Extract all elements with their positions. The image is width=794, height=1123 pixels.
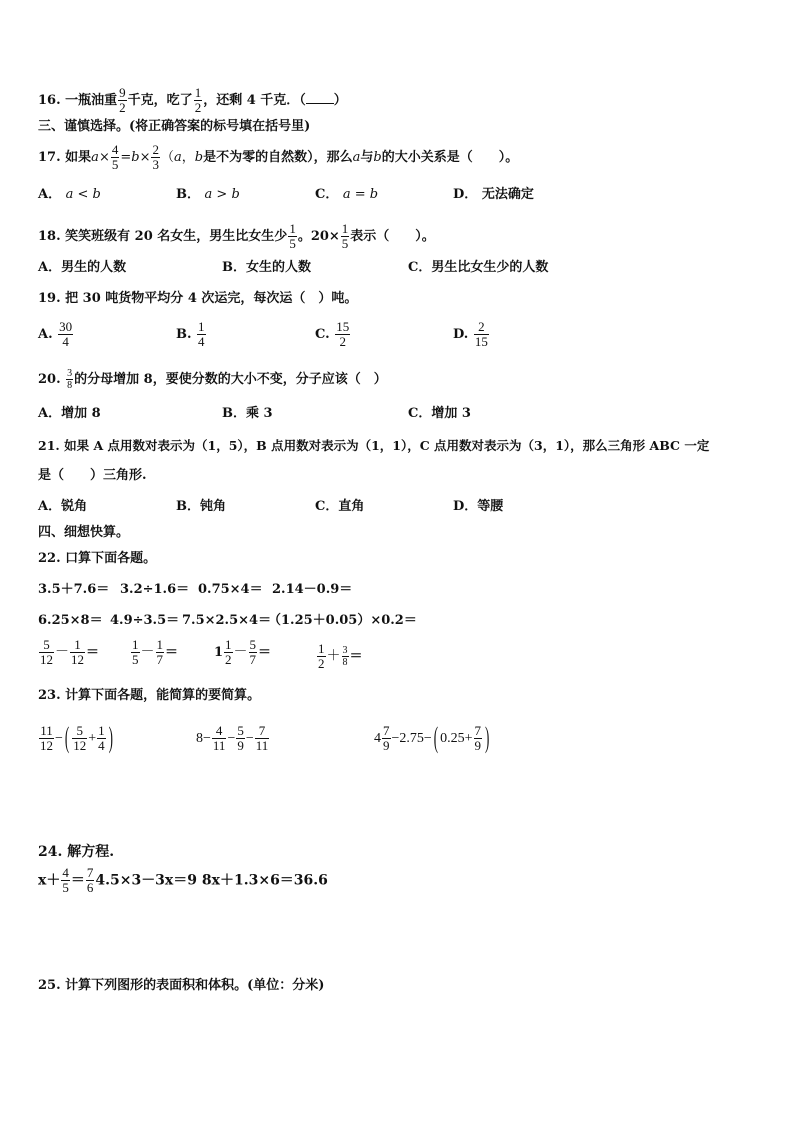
numerator: 5 <box>249 637 257 652</box>
numerator: 2 <box>474 320 489 335</box>
question-number: 16. <box>38 93 61 108</box>
denominator: 7 <box>249 652 257 667</box>
question-text: 笑笑班级有 20 名女生，男生比女生少 <box>65 229 288 244</box>
expression-2 <box>196 724 270 753</box>
option-label: B． <box>176 187 200 202</box>
fraction <box>212 724 227 753</box>
numerator: 1 <box>341 221 349 236</box>
question-19 <box>38 290 357 308</box>
expression-3 <box>374 719 491 755</box>
left-paren: ( <box>433 719 439 755</box>
operator: − <box>55 731 63 746</box>
numerator: 1 <box>194 85 202 100</box>
numerator: 5 <box>39 638 54 653</box>
option-text: 等腰 <box>477 499 504 514</box>
operator: × <box>139 150 151 165</box>
denominator: 5 <box>62 880 69 895</box>
equation-text: ＝ <box>70 872 85 889</box>
option-text: 增加 3 <box>431 406 471 421</box>
denominator: 2 <box>225 652 232 667</box>
option-label: A． <box>38 187 62 202</box>
denominator: 4 <box>198 334 205 349</box>
calc-item: 6.25×8＝ <box>38 613 103 628</box>
option-text: 增加 8 <box>61 406 101 421</box>
fraction <box>61 866 70 895</box>
fraction <box>70 638 85 667</box>
fraction <box>288 222 297 251</box>
question-text: ， <box>181 150 195 165</box>
fraction <box>382 724 391 753</box>
inner-term: 0.25+ <box>440 731 473 746</box>
option-a[interactable] <box>38 259 126 277</box>
calc-item: 7.5×2.5×4＝ <box>182 613 272 628</box>
denominator: 15 <box>474 334 488 349</box>
option-text: 钝角 <box>200 499 227 514</box>
option-label: D． <box>453 499 478 514</box>
question-title: 口算下面各题。 <box>65 551 157 566</box>
question-number: 25. <box>38 978 61 993</box>
denominator: 8 <box>342 657 348 668</box>
section-heading-4: 四、细想快算。 <box>38 525 130 540</box>
equals: ＝ <box>165 645 179 660</box>
fraction <box>474 320 489 349</box>
question-24 <box>38 843 114 861</box>
question-text: ） <box>333 93 347 108</box>
question-text: 计算下列图形的表面积和体积。(单位：分米) <box>65 978 325 993</box>
variable: b <box>194 150 204 165</box>
denominator: 6 <box>86 880 94 895</box>
question-title: 计算下面各题，能简算的要简算。 <box>65 688 261 703</box>
fraction <box>194 86 203 115</box>
operator: − <box>245 731 254 746</box>
variable: b <box>131 150 140 165</box>
numerator: 15 <box>336 319 350 334</box>
option-label: D． <box>453 187 478 202</box>
option-label: C． <box>315 187 339 202</box>
option-label: D. <box>453 327 469 342</box>
numerator: 30 <box>59 319 73 334</box>
denominator: 12 <box>40 738 53 753</box>
option-label: B． <box>222 260 246 275</box>
denominator: 4 <box>98 738 105 753</box>
option-b[interactable] <box>176 320 207 349</box>
right-paren: ) <box>108 719 113 755</box>
question-number: 17. <box>38 150 61 165</box>
denominator: 2 <box>119 100 126 115</box>
operator: － <box>233 645 248 660</box>
numerator: 7 <box>383 723 390 738</box>
question-21 <box>38 437 709 455</box>
numerator: 9 <box>119 85 126 100</box>
numerator: 1 <box>156 637 163 652</box>
calc-item: 3.2÷1.6＝ <box>120 582 190 597</box>
question-number: 18. <box>38 229 61 244</box>
question-text: 是不为零的自然数），那么 <box>203 150 353 165</box>
numerator: 1 <box>225 637 232 652</box>
question-20 <box>38 368 387 391</box>
whole-number: 4 <box>374 731 381 746</box>
operator: + <box>88 731 97 746</box>
calc-item: 0.75×4＝ <box>198 582 263 597</box>
question-text: ，还剩 4 千克．（ <box>203 93 306 108</box>
question-number: 21. <box>38 438 60 453</box>
option-d[interactable] <box>453 320 490 349</box>
fraction <box>474 724 483 753</box>
numerator: 1 <box>132 637 139 652</box>
fraction <box>341 222 350 251</box>
question-number: 20. <box>38 372 61 387</box>
expression-1 <box>38 719 115 755</box>
equals: ＝ <box>349 649 363 664</box>
option-text: a > b <box>204 187 240 202</box>
question-text: 一瓶油重 <box>65 93 118 108</box>
denominator: 9 <box>237 738 244 753</box>
question-17 <box>38 143 518 172</box>
calc-item: 4.9÷3.5＝ <box>110 613 180 628</box>
equation-text: x＋ <box>38 872 61 889</box>
fraction <box>39 638 54 667</box>
calc-item: 3.5＋7.6＝ <box>38 582 110 597</box>
question-21-line2: 是（ ）三角形. <box>38 468 147 483</box>
question-22 <box>38 550 156 568</box>
calc-item <box>130 638 178 667</box>
option-a[interactable] <box>38 320 74 349</box>
fraction <box>156 638 165 667</box>
fraction <box>255 724 270 753</box>
option-c[interactable] <box>408 405 471 423</box>
denominator: 12 <box>40 652 53 667</box>
calc-item: （1.25＋0.05）×0.2＝ <box>268 613 417 628</box>
option-c[interactable] <box>315 320 351 349</box>
fraction <box>86 866 95 895</box>
denominator: 8 <box>67 380 73 391</box>
fraction <box>236 724 245 753</box>
numerator: 11 <box>40 723 53 738</box>
equals: ＝ <box>258 645 272 660</box>
option-text: 直角 <box>338 499 365 514</box>
answer-blank[interactable] <box>306 91 334 104</box>
option-a[interactable] <box>38 186 101 204</box>
denominator: 5 <box>132 652 139 667</box>
option-b[interactable] <box>222 259 311 277</box>
denominator: 11 <box>212 738 226 753</box>
question-number: 24. <box>38 844 63 860</box>
numerator: 7 <box>474 723 482 738</box>
whole-number: 8 <box>196 731 203 746</box>
option-text: 无法确定 <box>481 187 534 202</box>
question-18 <box>38 222 435 251</box>
question-number: 19. <box>38 291 61 306</box>
operator: － <box>140 645 155 660</box>
option-label: A． <box>38 499 62 514</box>
option-label: A． <box>38 260 62 275</box>
fraction <box>224 638 233 667</box>
question-text: 的大小关系是（ ）。 <box>381 150 519 165</box>
calc-item <box>38 638 99 667</box>
option-c[interactable] <box>315 186 378 204</box>
denominator: 7 <box>156 652 163 667</box>
question-text: 的分母增加 8，要使分数的大小不变，分子应该（ ） <box>74 372 387 387</box>
question-16 <box>38 86 347 115</box>
question-number: 22. <box>38 551 61 566</box>
numerator: 7 <box>86 865 94 880</box>
option-label: C． <box>408 406 432 421</box>
numerator: 7 <box>255 724 270 739</box>
variable: a <box>352 150 361 165</box>
question-text: 如果 A 点用数对表示为（1，5），B 点用数对表示为（1，1），C 点用数对表示为（3，1），那么三角形 ABC 一定 <box>64 438 710 453</box>
denominator: 4 <box>62 334 69 349</box>
denominator: 9 <box>383 738 390 753</box>
option-text: a < b <box>65 187 101 202</box>
fraction <box>151 143 160 172</box>
option-b[interactable] <box>176 498 226 516</box>
option-d[interactable] <box>453 498 503 516</box>
option-label: A． <box>38 406 62 421</box>
denominator: 3 <box>152 157 159 172</box>
fraction <box>66 368 73 391</box>
fraction <box>97 724 106 753</box>
fraction <box>58 320 73 349</box>
question-text: 如果 <box>65 150 92 165</box>
denominator: 2 <box>194 100 202 115</box>
fraction <box>39 724 54 753</box>
denominator: 5 <box>341 236 349 251</box>
question-number: 23. <box>38 688 61 703</box>
fraction <box>118 86 127 115</box>
option-text: 乘 3 <box>246 406 273 421</box>
question-text: 表示（ ）。 <box>350 229 435 244</box>
question-text: 把 30 吨货物平均分 4 次运完，每次运（ ）吨。 <box>65 291 358 306</box>
question-text: 与 <box>360 150 374 165</box>
numerator: 1 <box>198 319 205 334</box>
option-b[interactable] <box>176 186 240 204</box>
operator: × <box>98 150 110 165</box>
numerator: 2 <box>152 142 159 157</box>
equation-text: 4.5×3－3x＝9 8x＋1.3×6＝36.6 <box>95 872 328 889</box>
equations <box>38 866 328 895</box>
fraction <box>131 638 140 667</box>
question-title: 解方程. <box>67 844 115 860</box>
calc-item: 2.14－0.9＝ <box>272 582 353 597</box>
operator: = <box>120 150 132 165</box>
numerator: 4 <box>62 865 69 880</box>
right-paren: ) <box>485 719 490 755</box>
option-text: a = b <box>342 187 379 202</box>
option-c[interactable] <box>315 498 364 516</box>
denominator: 12 <box>71 652 84 667</box>
numerator: 5 <box>237 723 244 738</box>
question-text: 千克，吃了 <box>127 93 193 108</box>
numerator: 1 <box>318 641 325 656</box>
operator: − <box>227 731 236 746</box>
option-text: 男生的人数 <box>61 260 127 275</box>
option-c[interactable] <box>408 259 548 277</box>
numerator: 3 <box>67 368 73 379</box>
fraction <box>197 320 206 349</box>
option-label: C． <box>315 499 339 514</box>
option-a[interactable] <box>38 498 87 516</box>
whole-number: 1 <box>214 645 224 660</box>
option-label: C． <box>408 260 432 275</box>
calc-item <box>214 638 271 667</box>
question-text: （ <box>160 150 174 165</box>
option-a[interactable] <box>38 405 101 423</box>
numerator: 4 <box>111 142 119 157</box>
fraction <box>342 645 349 668</box>
numerator: 5 <box>72 724 87 739</box>
denominator: 2 <box>318 656 325 671</box>
fraction <box>111 143 120 172</box>
option-label: C. <box>315 327 330 342</box>
denominator: 5 <box>289 236 296 251</box>
calc-item <box>316 642 363 671</box>
denominator: 5 <box>111 157 119 172</box>
denominator: 9 <box>474 738 482 753</box>
variable: b <box>373 150 382 165</box>
question-text: 。20× <box>297 229 340 244</box>
option-d[interactable] <box>453 186 534 204</box>
denominator: 11 <box>255 738 269 753</box>
denominator: 12 <box>73 738 87 753</box>
question-23 <box>38 687 260 705</box>
option-b[interactable] <box>222 405 273 423</box>
option-text: 男生比女生少的人数 <box>431 260 549 275</box>
numerator: 1 <box>70 638 85 653</box>
operator-term: −2.75− <box>391 731 432 746</box>
option-text: 女生的人数 <box>246 260 312 275</box>
operator: － <box>55 645 69 660</box>
variable: a <box>91 150 99 165</box>
operator: ＋ <box>326 649 341 664</box>
numerator: 4 <box>212 724 227 739</box>
option-text: 锐角 <box>61 499 88 514</box>
fraction <box>335 320 350 349</box>
option-label: B． <box>222 406 246 421</box>
left-paren: ( <box>64 719 70 755</box>
option-label: B. <box>176 327 192 342</box>
numerator: 1 <box>289 221 296 236</box>
operator: − <box>203 731 211 746</box>
fraction <box>317 642 326 671</box>
fraction <box>72 724 87 753</box>
variable: a <box>174 150 182 165</box>
numerator: 3 <box>342 645 348 656</box>
question-25 <box>38 977 324 995</box>
option-label: A. <box>38 327 53 342</box>
fraction <box>249 638 258 667</box>
section-heading-3: 三、谨慎选择。(将正确答案的标号填在括号里) <box>38 119 311 134</box>
equals: ＝ <box>86 645 100 660</box>
denominator: 2 <box>339 334 346 349</box>
option-label: B． <box>176 499 200 514</box>
numerator: 1 <box>98 723 105 738</box>
